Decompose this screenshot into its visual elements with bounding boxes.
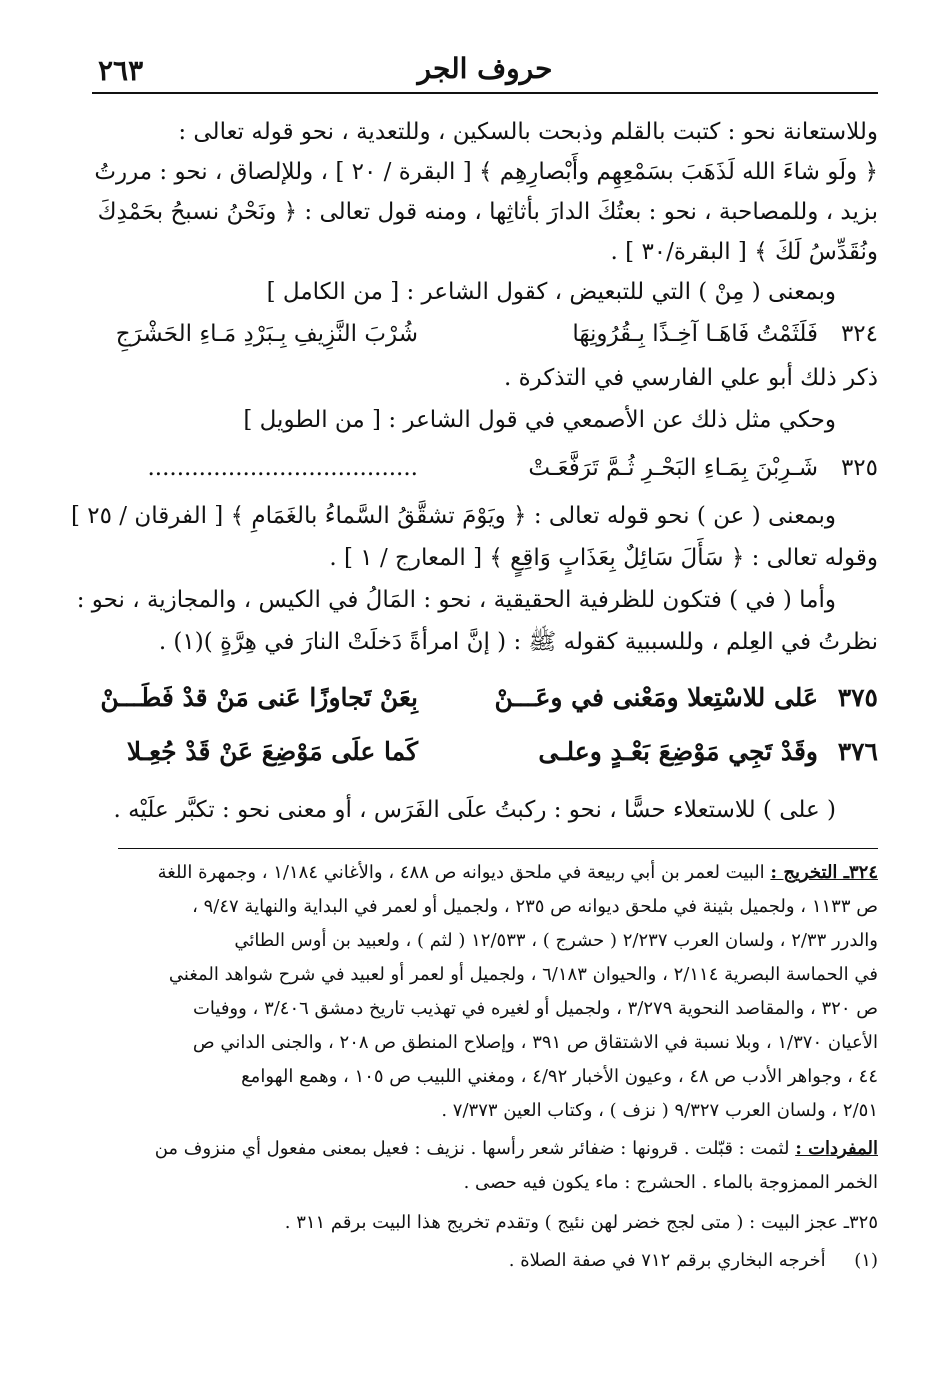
footnote-separator	[118, 848, 878, 849]
text-line: وأما ( في ) فتكون للظرفية الحقيقية ، نحو : المَالُ في الكيس ، والمجازية ، نحو :	[76, 587, 836, 613]
footnote-text: أخرجه البخاري برقم ٧١٢ في صفة الصلاة .	[508, 1250, 826, 1271]
verse-hemistich-second: .....................................	[147, 455, 418, 481]
text-line: ذكر ذلك أبو علي الفارسي في التذكرة .	[503, 365, 878, 391]
verse-number: ٣٢٤	[840, 321, 878, 347]
verse-number: ٣٧٥	[837, 683, 878, 712]
verse-hemistich-second: بِعَنْ تَجاوزًا عَنى مَنْ قدْ فَطَـــنْ	[100, 683, 418, 712]
verse-hemistich-first: وقَدْ تَجِي مَوْضِعَ بَعْـدٍ وعلـى	[538, 737, 818, 766]
verse-324	[88, 312, 878, 356]
footnote-label: ٣٢٤ـ التخريج :	[770, 862, 878, 883]
vocabulary-label: المفردات :	[795, 1138, 878, 1159]
text-line: وحكي مثل ذلك عن الأصمعي في قول الشاعر : [ من الطويل ]	[243, 407, 836, 433]
verse-325	[88, 446, 878, 490]
verse-hemistich-second: كَما علَى مَوْضِعَ عَنْ قَدْ جُعِـلا	[126, 737, 418, 766]
text-line: وقوله تعالى : ﴿ سَأَلَ سَائِلٌ بِعَذَابٍ وَاقِعٍ ﴾ [ المعارج / ١ ] .	[329, 545, 878, 571]
footnote-line: ٢/٥١ ، ولسان العرب ٩/٣٢٧ ( نزف ) ، وكتاب العين ٧/٣٧٣ .	[441, 1100, 878, 1121]
verse-number: ٣٧٦	[837, 737, 878, 766]
footnote-text: لثمت : قبّلت . قرونها : ضفائر شعر رأسها . نزيف : فعيل بمعنى مفعول أي منزوف من	[154, 1138, 790, 1159]
footnote-line: والدرر ٢/٣٣ ، ولسان العرب ٢/٢٣٧ ( حشرج ) ، ١٢/٥٣٣ ( لثم ) ، ولعبيد بن أوس الطائي	[234, 930, 878, 951]
text-line: ( على ) للاستعلاء حسًّا ، نحو : ركبتُ علَى الفَرَس ، أو معنى نحو : تكبَّر علَيْه .	[113, 797, 836, 823]
text-line: وللاستعانة نحو : كتبت بالقلم وذبحت بالسكين ، وللتعدية ، نحو قوله تعالى :	[178, 119, 878, 145]
verse-375	[88, 676, 878, 720]
footnote-line: في الحماسة البصرية ٢/١١٤ ، والحيوان ٦/١٨٣ ، ولجميل أو لعمر أو لعبيد في شرح شواهد المغني	[168, 964, 878, 985]
text-line: بزيد ، وللمصاحبة ، نحو : بعتُكَ الدارَ بأثاثِها ، ومنه قول تعالى : ﴿ ونَحْنُ نسبحُ بحَمْدِكَ	[97, 199, 878, 225]
verse-hemistich-second: شُرْبَ النَّزِيفِ بِـبَرْدِ مَـاءِ الحَشْرَجِ	[115, 321, 418, 347]
footnote-line: ٤٤ ، وجواهر الأدب ص ٤٨ ، وعيون الأخبار ٤/٩٢ ، ومغني اللبيب ص ١٠٥ ، وهمع الهوامع	[241, 1066, 878, 1087]
footnote-line: ص ١١٣٣ ، ولجميل بثينة في ملحق ديوانه ص ٢٣٥ ، ولجميل أو لعمر في البداية والنهاية ٩/٤٧ ،	[192, 896, 878, 917]
footnote-line	[88, 1132, 878, 1166]
footnote-line: ٣٢٥ـ عجز البيت : ( متى لجج خضر لهن نئيج ) وتقدم تخريج هذا البيت برقم ٣١١ .	[284, 1212, 878, 1233]
running-title: حروف الجر	[417, 52, 553, 85]
verse-376	[88, 730, 878, 774]
verse-hemistich-first: عَلى للاسْتِعلا ومَعْنى في وعَـــنْ	[494, 683, 818, 712]
footnote-line	[88, 1244, 878, 1278]
footnote-marker: (١)	[854, 1250, 878, 1271]
footnote-text: البيت لعمر بن أبي ربيعة في ملحق ديوانه ص ٤٨٨ ، والأغاني ١/١٨٤ ، وجمهرة اللغة	[157, 862, 765, 883]
verse-hemistich-first: فَلَثَمْتُ فَاهَـا آخِـذًا بِـقُرُونِهَا	[572, 321, 818, 347]
text-line: وبمعنى ( عن ) نحو قوله تعالى : ﴿ ويَوْمَ تشقَّقُ السَّماءُ بالغَمَامِ ﴾ [ الفرقان / ٢٥ ]	[70, 503, 836, 529]
verse-hemistich-first: شَـرِبْنَ بِمَـاءِ البَحْـرِ ثُـمَّ تَرَفَّعَـتْ	[528, 455, 818, 481]
text-line: ونُقَدِّسُ لَكَ ﴾ [ البقرة/٣٠ ] .	[610, 239, 878, 265]
page-header	[92, 52, 878, 94]
text-line: ﴿ ولَو شاءَ الله لَذَهَبَ بسَمْعِهِم وأَبْصارِهِم ﴾ [ البقرة / ٢٠ ] ، وللإلصاق ، نحو : مررتُ	[94, 159, 878, 185]
footnote-line: الخمر الممزوجة بالماء . الحشرج : ماء يكون فيه حصى .	[463, 1172, 878, 1193]
text-line: وبمعنى ( مِنْ ) التي للتبعيض ، كقول الشاعر : [ من الكامل ]	[266, 279, 836, 305]
page-number: ٢٦٣	[98, 54, 144, 87]
text-line: نظرتُ في العِلم ، وللسببية كقوله ﷺ : ( إنَّ امرأةً دَخلَتْ النارَ في هِرَّةٍ )(١) .	[158, 629, 878, 655]
footnote-line: ص ٣٢٠ ، والمقاصد النحوية ٣/٢٧٩ ، ولجميل أو لغيره في تهذيب تاريخ دمشق ٣/٤٠٦ ، ووفيات	[192, 998, 878, 1019]
footnote-line: الأعيان ١/٣٧٠ ، وبلا نسبة في الاشتقاق ص ٣٩١ ، وإصلاح المنطق ص ٢٠٨ ، والجنى الداني ص	[192, 1032, 878, 1053]
footnote-line	[88, 856, 878, 890]
verse-number: ٣٢٥	[840, 455, 878, 481]
